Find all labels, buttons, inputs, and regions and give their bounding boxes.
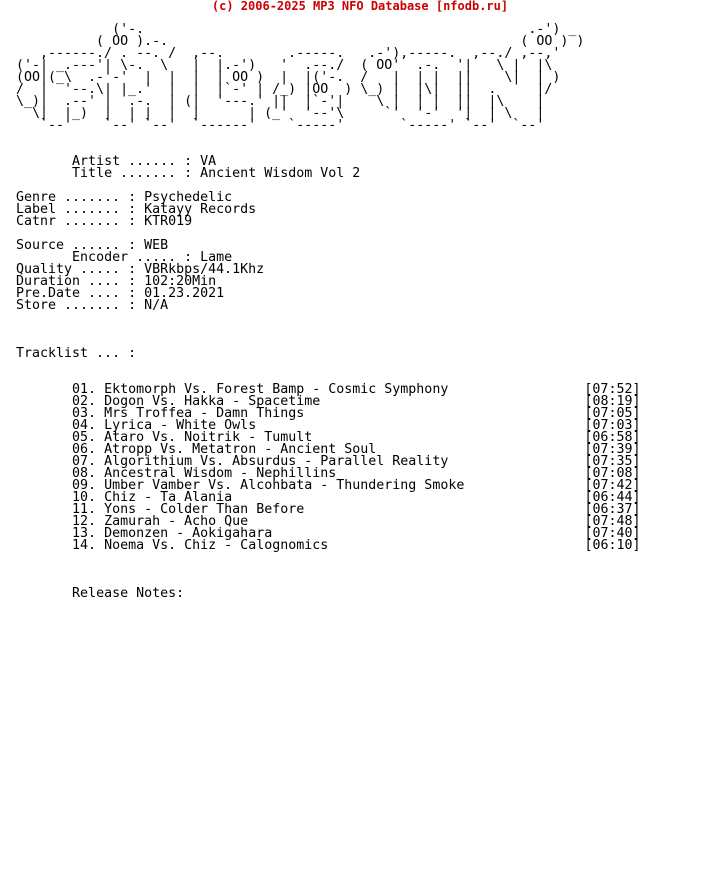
track-number: 04.	[72, 418, 97, 433]
track-duration: [06:37]	[584, 502, 641, 517]
track-title: Dogon Vs. Hakka - Spacetime	[104, 394, 321, 409]
track-number: 03.	[72, 406, 97, 421]
track-number: 05.	[72, 430, 97, 445]
genre-value: Psychedelic	[144, 190, 233, 205]
duration-value: 102:20Min	[144, 274, 217, 289]
track-number: 07.	[72, 454, 97, 469]
encoder-label: Encoder ..... :	[72, 250, 193, 265]
predate-value: 01.23.2021	[144, 286, 225, 301]
source-label: Source ...... :	[16, 238, 137, 253]
nfo-text	[16, 24, 640, 600]
ascii-logo-line: ( OO ).-. ( OO ) )	[16, 34, 585, 49]
track-duration: [08:19]	[584, 394, 641, 409]
track-duration: [07:48]	[584, 514, 641, 529]
track-duration: [07:40]	[584, 526, 641, 541]
store-label: Store ....... :	[16, 298, 137, 313]
track-duration: [07:03]	[584, 418, 641, 433]
encoder-value: Lame	[200, 250, 233, 265]
ascii-logo-line: `--' `--' `--' `------' `-----' `-----' `--' `--'	[16, 118, 545, 133]
track-duration: [06:58]	[584, 430, 641, 445]
track-title: Lyrica - White Owls	[104, 418, 257, 433]
ascii-logo	[16, 22, 584, 133]
ascii-logo-line: (OO|(_\ .-'-' | | | | OO ) | |('-. / | | | || \| | )	[16, 70, 561, 85]
track-title: Ataro Vs. Noitrik - Tumult	[104, 430, 313, 445]
track-title: Noema Vs. Chiz - Calognomics	[104, 538, 329, 553]
track-number: 11.	[72, 502, 97, 517]
duration-label: Duration .... :	[16, 274, 137, 289]
track-title: Ektomorph Vs. Forest Bamp - Cosmic Symphony	[104, 382, 449, 397]
ascii-logo-line: / | '--.\| |_.' | | |`-' | /_) |OO ) \_) | |\| || . |/	[16, 82, 553, 97]
artist-value: VA	[200, 154, 217, 169]
track-title: Demonzen - Aokigahara	[104, 526, 273, 541]
catnr-value: KTR019	[144, 214, 193, 229]
store-value: N/A	[144, 298, 169, 313]
track-title: Ancestral Wisdom - Nephillins	[104, 466, 337, 481]
title-label: Title ....... :	[72, 166, 193, 181]
track-duration: [07:52]	[584, 382, 641, 397]
track-duration: [06:44]	[584, 490, 641, 505]
track-duration: [07:39]	[584, 442, 641, 457]
ascii-logo-line: ('-| _.---'| \-. \ | |.-') ' .--./ ( OO' .-. '| \ | |\	[16, 58, 553, 73]
ascii-logo-line: ,------./ . --. / ,--. .-----. .-'),-----. ,--./ ,--,'	[16, 46, 561, 61]
track-duration: [07:42]	[584, 478, 641, 493]
track-duration: [07:05]	[584, 406, 641, 421]
site-header: (c) 2006-2025 MP3 NFO Database [nfodb.ru]	[211, 0, 509, 13]
title-value: Ancient Wisdom Vol 2	[200, 166, 361, 181]
track-number: 08.	[72, 466, 97, 481]
ascii-logo-line: \_)| .--' | .-. | (| '---.' || |`-'| \ | | | || |\ |	[16, 94, 545, 109]
release-notes-label: Release Notes:	[72, 586, 185, 601]
tracklist-label: Tracklist ... :	[16, 346, 137, 361]
ascii-logo-line: ('-. .-') _	[16, 22, 577, 37]
track-duration: [07:08]	[584, 466, 641, 481]
track-number: 14.	[72, 538, 97, 553]
track-title: Mrs Troffea - Damn Things	[104, 406, 305, 421]
track-row	[16, 538, 640, 553]
catnr-label: Catnr ....... :	[16, 214, 137, 229]
track-number: 13.	[72, 526, 97, 541]
track-number: 12.	[72, 514, 97, 529]
ascii-logo-line: \| |_) | | | | | | (_' '--'\ `' '-' '| | \ |	[16, 106, 545, 121]
track-title: Umber Vamber Vs. Alcohbata - Thundering Smoke	[104, 478, 465, 493]
track-title: Atropp Vs. Metatron - Ancient Soul	[104, 442, 377, 457]
track-title: Yons - Colder Than Before	[104, 502, 305, 517]
label-label: Label ....... :	[16, 202, 137, 217]
track-number: 06.	[72, 442, 97, 457]
label-value: Katayy Records	[144, 202, 257, 217]
track-number: 09.	[72, 478, 97, 493]
track-title: Chiz - Ta Alania	[104, 490, 233, 505]
quality-value: VBRkbps/44.1Khz	[144, 262, 265, 277]
track-title: Algorithium Vs. Absurdus - Parallel Reality	[104, 454, 449, 469]
track-duration: [07:35]	[584, 454, 641, 469]
quality-label: Quality ..... :	[16, 262, 137, 277]
track-number: 10.	[72, 490, 97, 505]
artist-label: Artist ...... :	[72, 154, 193, 169]
track-title: Zamurah - Acho Que	[104, 514, 249, 529]
predate-label: Pre.Date .... :	[16, 286, 137, 301]
genre-label: Genre ....... :	[16, 190, 137, 205]
track-number: 02.	[72, 394, 97, 409]
source-value: WEB	[144, 238, 169, 253]
track-list	[16, 382, 640, 553]
track-number: 01.	[72, 382, 97, 397]
track-duration: [06:10]	[584, 538, 641, 553]
